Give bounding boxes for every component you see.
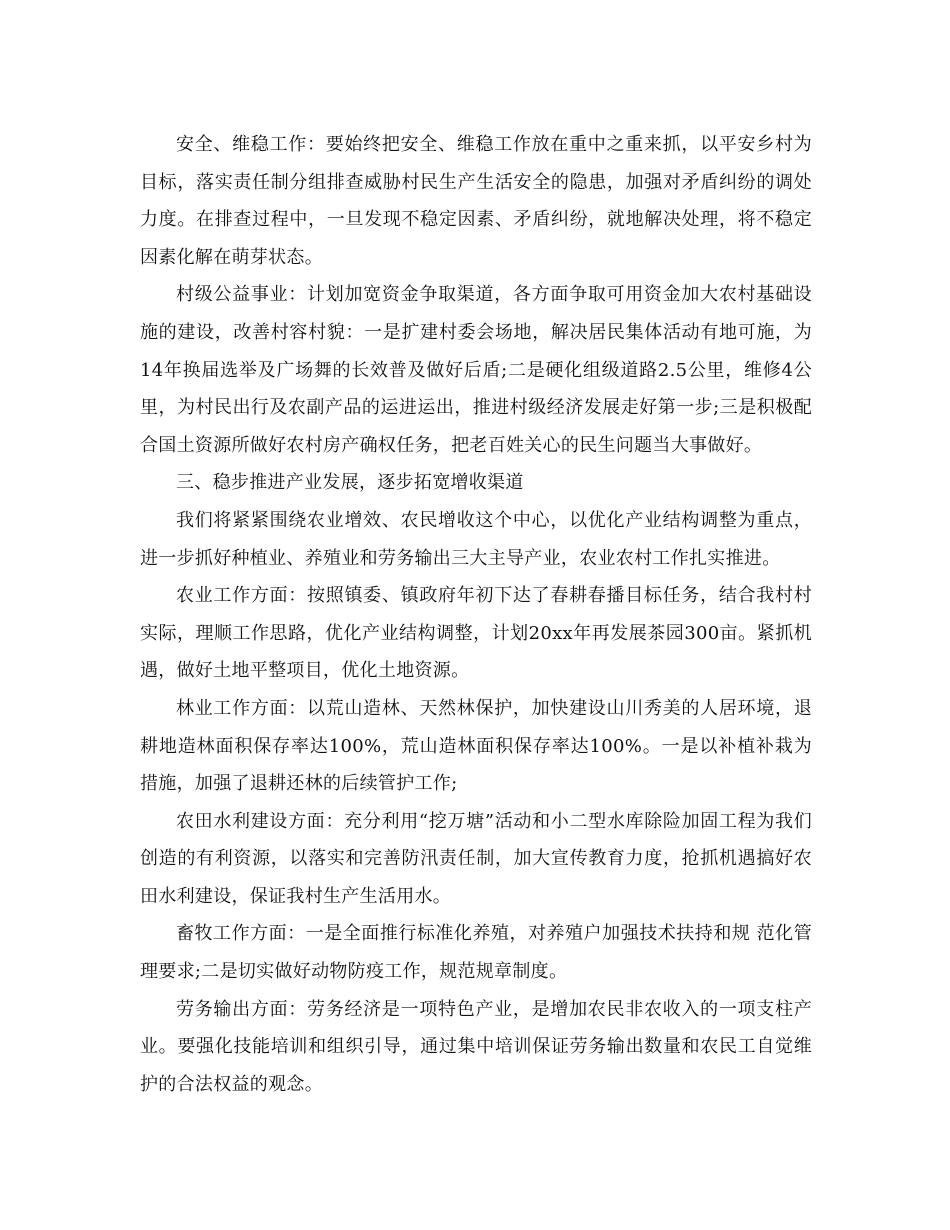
document-body: [140, 126, 812, 1103]
paragraph-animal-husbandry: 畜牧工作方面：一是全面推行标准化养殖，对养殖户加强技术扶持和规 范化管理要求;二是切实做好动物防疫工作，规范规章制度。: [140, 923, 812, 983]
paragraph-security-stability: 安全、维稳工作：要始终把安全、维稳工作放在重中之重来抓，以平安乡村为目标，落实责任制分组排查威胁村民生产生活安全的隐患，加强对矛盾纠纷的调处力度。在排查过程中，一旦发现不稳定因素、矛盾纠纷，就地解决处理，将不稳定因素化解在萌芽状态。: [140, 134, 812, 268]
paragraph-water-conservancy: 农田水利建设方面：充分利用“挖万塘”活动和小二型水库除险加固工程为我们创造的有利资源，以落实和完善防汛责任制，加大宣传教育力度，抢抓机遇搞好农田水利建设，保证我村生产生活用水。: [140, 810, 812, 907]
section-heading-industry-development: 三、稳步推进产业发展，逐步拓宽增收渠道: [176, 472, 524, 494]
paragraph-public-welfare: 村级公益事业：计划加宽资金争取渠道，各方面争取可用资金加大农村基础设施的建设，改善村容村貌：一是扩建村委会场地，解决居民集体活动有地可施，为14年换届选举及广场舞的长效普及做好后盾;二是硬化组级道路2.5公里，维修4公里，为村民出行及农副产品的运进运出，推进村级经济发展走好第一步;三是积极配合国土资源所做好农村房产确权任务，把老百姓关心的民生问题当大事做好。: [140, 284, 812, 456]
paragraph-forestry: 林业工作方面：以荒山造林、天然林保护，加快建设山川秀美的人居环境，退耕地造林面积保存率达100%，荒山造林面积保存率达100%。一是以补植补栽为措施，加强了退耕还林的后续管护工作;: [140, 697, 812, 795]
paragraph-agriculture: 农业工作方面：按照镇委、镇政府年初下达了春耕春播目标任务，结合我村村实际，理顺工作思路，优化产业结构调整，计划20xx年再发展茶园300亩。紧抓机遇，做好土地平整项目，优化土地资源。: [140, 585, 812, 682]
paragraph-industry-overview: 我们将紧紧围绕农业增效、农民增收这个中心，以优化产业结构调整为重点，进一步抓好种植业、养殖业和劳务输出三大主导产业，农业农村工作扎实推进。: [140, 509, 812, 569]
paragraph-labor-export: 劳务输出方面：劳务经济是一项特色产业，是增加农民非农收入的一项支柱产业。要强化技能培训和组织引导，通过集中培训保证劳务输出数量和农民工自觉维护的合法权益的观念。: [140, 998, 812, 1095]
